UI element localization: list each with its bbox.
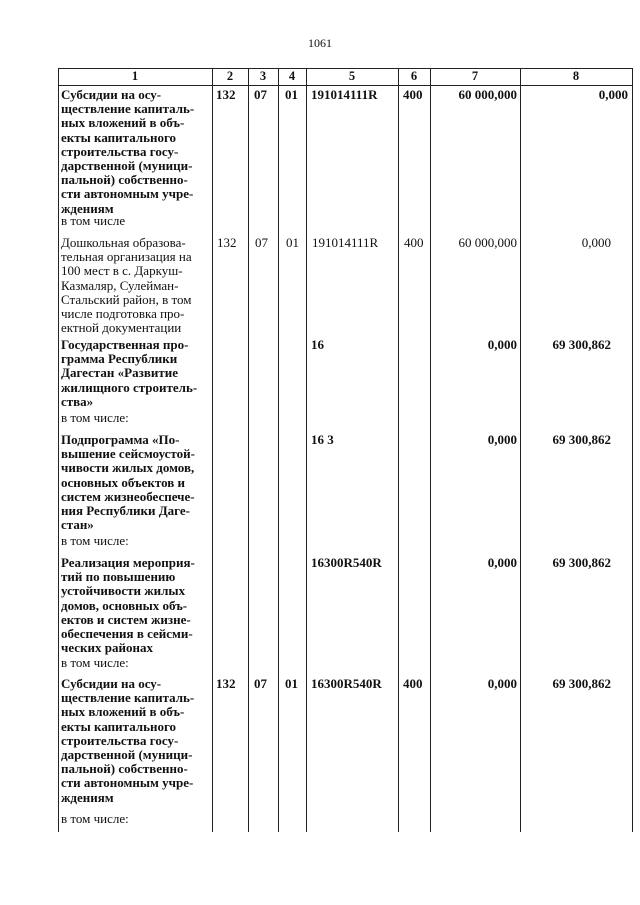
cell-target-code: 16 3	[311, 432, 334, 447]
cell-expense-type: 400	[403, 676, 423, 691]
column-header: 2	[226, 69, 234, 83]
cell-section: 07	[255, 235, 268, 250]
column-divider	[278, 68, 279, 832]
column-divider	[212, 68, 213, 832]
row-description: Реализация мероприя- тий по повышению устойчивости жилых домов, основных объ- ектов и систем жизне- обеспечения в сейсми- ческих районах	[61, 555, 195, 656]
row-label: в том числе:	[61, 655, 129, 670]
page-number: 1061	[308, 36, 332, 50]
row-description: Государственная про- грамма Республики Дагестан «Развитие жилищного строитель- ства»	[61, 337, 198, 409]
cell-expense-type: 400	[404, 235, 424, 250]
row-description: Подпрограмма «По- вышение сейсмоустой- чивости жилых домов, основных объектов и систем жизнеобеспече- ния Республики Даге- стан»	[61, 432, 195, 533]
cell-target-code: 191014111R	[311, 87, 378, 102]
table-border-left	[58, 68, 59, 832]
cell-amount-7: 0,000	[487, 555, 517, 570]
cell-amount-7: 0,000	[487, 432, 517, 447]
cell-amount-7: 0,000	[487, 676, 517, 691]
cell-amount-7: 0,000	[487, 337, 517, 352]
cell-amount-8: 0,000	[581, 235, 611, 250]
cell-expense-type: 400	[403, 87, 423, 102]
cell-amount-7: 60 000,000	[458, 87, 517, 102]
row-description: Субсидии на осу- ществление капиталь- ных вложений в объ- екты капитального строительства госу- дарственной (муници- пальной) собственно- сти автономным учре- ждениям	[61, 676, 195, 805]
column-header: 5	[348, 69, 356, 83]
row-description: Дошкольная образова- тельная организация на 100 мест в с. Даркуш- Казмаляр, Сулейман- Стальский район, в том числе подготовка про- ектной документации	[61, 235, 192, 336]
cell-section: 07	[254, 676, 267, 691]
column-divider	[398, 68, 399, 832]
row-label: в том числе:	[61, 533, 129, 548]
column-divider	[248, 68, 249, 832]
column-header: 8	[572, 69, 580, 83]
cell-subsection: 01	[285, 676, 298, 691]
cell-target-code: 16300R540R	[311, 555, 382, 570]
column-header: 4	[288, 69, 296, 83]
header-underline	[58, 85, 633, 86]
cell-subsection: 01	[285, 87, 298, 102]
table-border-right	[632, 68, 633, 832]
column-divider	[306, 68, 307, 832]
column-header: 3	[259, 69, 267, 83]
cell-ministry-code: 132	[216, 676, 236, 691]
cell-target-code: 191014111R	[312, 235, 379, 250]
row-label: в том числе	[61, 213, 126, 228]
cell-target-code: 16300R540R	[311, 676, 382, 691]
column-header: 6	[410, 69, 418, 83]
cell-section: 07	[254, 87, 267, 102]
column-header: 1	[131, 69, 139, 83]
cell-subsection: 01	[286, 235, 299, 250]
cell-amount-8: 69 300,862	[552, 676, 611, 691]
cell-ministry-code: 132	[217, 235, 237, 250]
row-description: Субсидии на осу- ществление капиталь- ных вложений в объ- екты капитального строительства госу- дарственной (муници- пальной) собственно- сти автономным учре- ждениям	[61, 87, 195, 216]
cell-amount-8: 69 300,862	[552, 337, 611, 352]
cell-amount-8: 69 300,862	[552, 432, 611, 447]
cell-target-code: 16	[311, 337, 324, 352]
column-divider	[430, 68, 431, 832]
cell-amount-8: 69 300,862	[552, 555, 611, 570]
cell-amount-7: 60 000,000	[458, 235, 517, 250]
row-label: в том числе:	[61, 410, 129, 425]
cell-ministry-code: 132	[216, 87, 236, 102]
row-label: в том числе:	[61, 811, 129, 826]
column-divider	[520, 68, 521, 832]
column-header: 7	[471, 69, 479, 83]
cell-amount-8: 0,000	[598, 87, 628, 102]
